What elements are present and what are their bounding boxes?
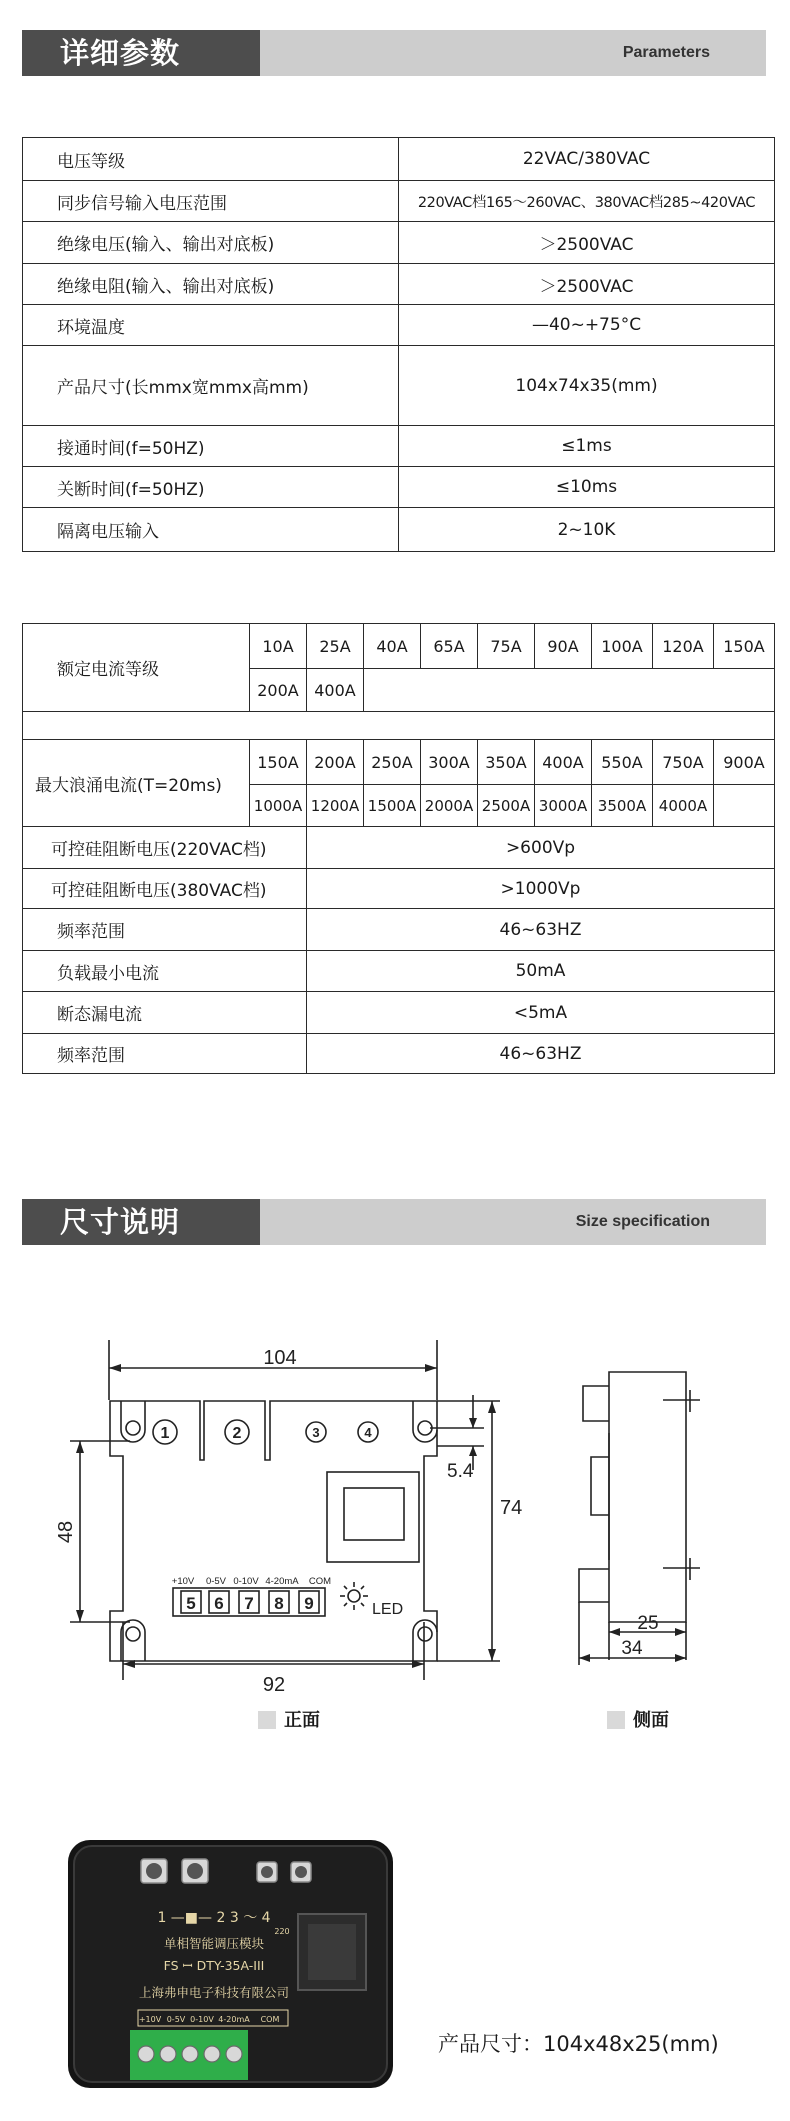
surge-cell: 2000A <box>421 785 478 827</box>
svg-text:25: 25 <box>637 1613 659 1634</box>
param-label: 负载最小电流 <box>23 951 307 992</box>
param-label: 关断时间(f=50HZ) <box>23 467 399 508</box>
table-row <box>23 869 775 909</box>
svg-text:LED: LED <box>372 1601 404 1618</box>
rated-cell: 120A <box>653 624 714 669</box>
params-section-header <box>22 30 766 76</box>
param-label: 绝缘电阻(输入、输出对底板) <box>23 264 399 305</box>
side-view-body <box>609 1372 686 1622</box>
table-row <box>23 909 775 951</box>
surge-cell: 350A <box>478 740 535 785</box>
param-value: 104x74x35(mm) <box>399 346 775 426</box>
svg-text:92: 92 <box>262 1674 286 1696</box>
rated-cell: 65A <box>421 624 478 669</box>
table-row-spacer <box>23 712 775 740</box>
param-value: ≤10ms <box>399 467 775 508</box>
size-subtitle: Size specification <box>575 1213 710 1230</box>
param-label: 隔离电压输入 <box>23 508 399 552</box>
param-value: <5mA <box>307 992 775 1034</box>
rated-cell: 75A <box>478 624 535 669</box>
param-label: 频率范围 <box>23 909 307 951</box>
param-value: ＞2500VAC <box>399 264 775 305</box>
svg-text:6: 6 <box>214 1594 224 1613</box>
svg-text:8: 8 <box>274 1594 284 1613</box>
surge-cell <box>714 785 775 827</box>
svg-text:34: 34 <box>621 1638 643 1659</box>
svg-text:4-20mA: 4-20mA <box>218 2015 250 2024</box>
product-terminal-line: 1 —■— 2 3 ～ 4 <box>157 1910 271 1926</box>
svg-text:5.4: 5.4 <box>447 1461 474 1482</box>
product-size-text: 产品尺寸：104x48x25(mm) <box>438 2032 719 2056</box>
table-row <box>23 467 775 508</box>
table-row <box>23 740 775 785</box>
svg-text:0-10V: 0-10V <box>190 2015 214 2024</box>
param-value: ≤1ms <box>399 426 775 467</box>
led-icon <box>348 1590 360 1602</box>
param-value: >1000Vp <box>307 869 775 909</box>
potentiometer-window <box>344 1488 404 1540</box>
surge-cell: 200A <box>307 740 364 785</box>
rated-cell: 200A <box>250 669 307 712</box>
svg-text:74: 74 <box>500 1497 523 1519</box>
surge-cell: 550A <box>592 740 653 785</box>
table-row <box>23 827 775 869</box>
table-row <box>23 346 775 426</box>
size-section-header <box>22 1199 766 1245</box>
dim-width-label: 104 <box>263 1347 297 1369</box>
table-row <box>23 624 775 669</box>
table-row <box>23 181 775 222</box>
surge-cell: 900A <box>714 740 775 785</box>
surge-cell: 3000A <box>535 785 592 827</box>
svg-text:0-5V: 0-5V <box>166 2015 186 2024</box>
rated-cell: 90A <box>535 624 592 669</box>
params-table <box>22 137 775 552</box>
param-value: 46~63HZ <box>307 909 775 951</box>
svg-text:3: 3 <box>312 1425 320 1440</box>
param-label: 环境温度 <box>23 305 399 346</box>
caption-marker <box>258 1711 276 1729</box>
svg-text:2: 2 <box>232 1425 242 1442</box>
front-view-caption: 正面 <box>258 1706 320 1732</box>
table-row <box>23 508 775 552</box>
table-row <box>23 264 775 305</box>
param-label: 断态漏电流 <box>23 992 307 1034</box>
table-row <box>23 951 775 992</box>
svg-text:+10V: +10V <box>171 1576 195 1587</box>
module-outline <box>110 1401 437 1661</box>
ratings-table <box>22 623 775 1074</box>
param-label: 频率范围 <box>23 1034 307 1074</box>
surge-cell: 1000A <box>250 785 307 827</box>
surge-cell: 400A <box>535 740 592 785</box>
rated-cell: 400A <box>307 669 364 712</box>
svg-text:9: 9 <box>304 1594 314 1613</box>
table-row <box>23 138 775 181</box>
param-value: >600Vp <box>307 827 775 869</box>
param-value: 22VAC/380VAC <box>399 138 775 181</box>
svg-text:0-10V: 0-10V <box>233 1576 259 1587</box>
rated-current-label: 额定电流等级 <box>23 624 250 712</box>
svg-text:0-5V: 0-5V <box>205 1576 227 1587</box>
svg-text:4-20mA: 4-20mA <box>265 1576 299 1587</box>
surge-cell: 3500A <box>592 785 653 827</box>
param-label: 可控硅阻断电压(220VAC档) <box>23 827 307 869</box>
rated-cell: 25A <box>307 624 364 669</box>
param-value: 46~63HZ <box>307 1034 775 1074</box>
rated-cell: 10A <box>250 624 307 669</box>
side-view-caption: 侧面 <box>607 1706 669 1732</box>
svg-text:48: 48 <box>55 1520 77 1544</box>
rated-cell: 40A <box>364 624 421 669</box>
surge-cell: 2500A <box>478 785 535 827</box>
params-title: 详细参数 <box>22 30 260 76</box>
product-name: 单相智能调压模块 <box>163 1936 265 1951</box>
svg-text:+10V: +10V <box>138 2015 162 2024</box>
table-row <box>23 222 775 264</box>
param-value: —40~+75°C <box>399 305 775 346</box>
product-company: 上海弗申电子科技有限公司 <box>138 1985 290 2000</box>
size-title: 尺寸说明 <box>22 1199 260 1245</box>
param-value: 50mA <box>307 951 775 992</box>
product-model: FS ꟷ DTY-35A-III <box>163 1958 265 1973</box>
param-value: 2~10K <box>399 508 775 552</box>
svg-text:COM: COM <box>260 2015 280 2024</box>
surge-cell: 300A <box>421 740 478 785</box>
rated-cell: 150A <box>714 624 775 669</box>
surge-cell: 1200A <box>307 785 364 827</box>
surge-cell: 250A <box>364 740 421 785</box>
product-image <box>64 1840 404 2095</box>
svg-text:5: 5 <box>186 1594 196 1613</box>
param-label: 绝缘电压(输入、输出对底板) <box>23 222 399 264</box>
svg-text:7: 7 <box>244 1594 254 1613</box>
caption-marker <box>607 1711 625 1729</box>
params-subtitle: Parameters <box>622 44 710 61</box>
surge-cell: 750A <box>653 740 714 785</box>
param-label: 可控硅阻断电压(380VAC档) <box>23 869 307 909</box>
surge-cell: 150A <box>250 740 307 785</box>
svg-text:4: 4 <box>364 1425 372 1440</box>
param-label: 接通时间(f=50HZ) <box>23 426 399 467</box>
svg-text:COM: COM <box>308 1576 332 1587</box>
param-label: 同步信号输入电压范围 <box>23 181 399 222</box>
table-row <box>23 426 775 467</box>
surge-cell: 1500A <box>364 785 421 827</box>
dimension-drawing <box>0 1300 790 1720</box>
surge-cell: 4000A <box>653 785 714 827</box>
param-value: 220VAC档165～260VAC、380VAC档285~420VAC <box>399 181 775 222</box>
svg-text:1: 1 <box>160 1425 170 1442</box>
potentiometer-outline <box>327 1472 419 1562</box>
table-row <box>23 305 775 346</box>
table-row <box>23 1034 775 1074</box>
param-label: 产品尺寸(长mmx宽mmx高mm) <box>23 346 399 426</box>
rated-cell: 100A <box>592 624 653 669</box>
surge-current-label: 最大浪涌电流(T=20ms) <box>23 740 250 827</box>
table-row <box>23 992 775 1034</box>
param-value: ＞2500VAC <box>399 222 775 264</box>
param-label: 电压等级 <box>23 138 399 181</box>
svg-text:220: 220 <box>274 1927 290 1936</box>
